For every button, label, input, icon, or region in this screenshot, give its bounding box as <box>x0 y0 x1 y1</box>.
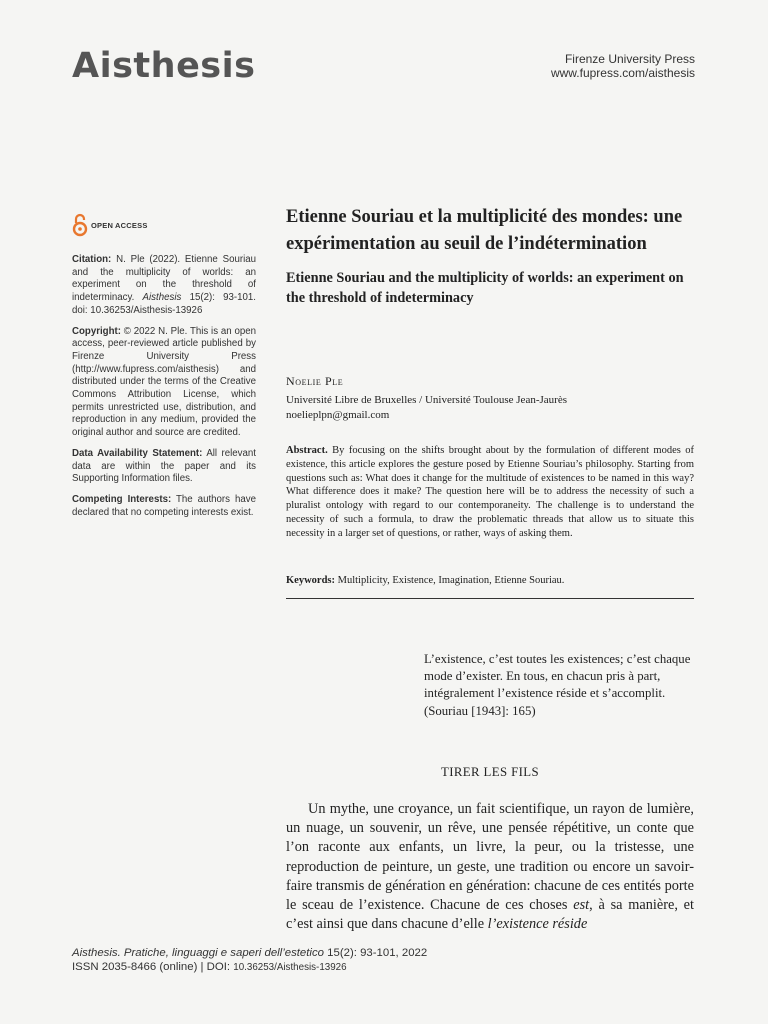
author-name: Noelie Ple <box>286 374 344 388</box>
footer-journal-name: Aisthesis. Pratiche, linguaggi e saperi dell’estetico <box>72 947 324 959</box>
section-heading: TIRER LES FILS <box>440 765 540 779</box>
keywords <box>286 575 694 586</box>
article-title-french: Etienne Souriau et la multiplicité des mondes: une expérimentation au seuil de l’indétermination <box>286 207 683 254</box>
copyright-block <box>72 326 256 440</box>
open-access-badge <box>72 213 148 237</box>
article-header <box>286 204 695 586</box>
keywords-text: Multiplicity, Existence, Imagination, Etienne Souriau. <box>337 575 565 586</box>
author-email[interactable]: noelieplpn@gmail.com <box>286 409 390 421</box>
epigraph-source: (Souriau [1943]: 165) <box>424 703 536 718</box>
epigraph <box>424 651 704 720</box>
data-availability-label: Data Availability Statement: <box>72 447 203 459</box>
body-emphasis-est: est <box>573 897 590 914</box>
affiliation-text: Université Libre de Bruxelles / Université Toulouse Jean-Jaurès <box>286 394 567 406</box>
abstract-label: Abstract. <box>286 445 328 456</box>
citation-ref[interactable]: 15(2): 93-101. doi: 10.36253/Aisthesis-13926 <box>72 292 256 316</box>
publisher-name: Firenze University Press <box>564 52 695 66</box>
competing-interests-block <box>72 494 256 519</box>
footer-issue: 15(2): 93-101, 2022 <box>327 947 428 959</box>
body-paragraph <box>286 800 694 934</box>
abstract-text: By focusing on the shifts brought about by the formulation of different modes of existence, this article explores the gesture posed by Etienne Souriau’s philosophy. Starting from questions such as: What does it change for the multitude of existences to be named in this way? What difference does it make? The question here will be to address the necessity of such a pluralist ontology with regard to our contemporaneity. The challenge is to understand the necessity of such a formula, to draw the problematic threads that allow us to situate this necessity in a larger set of questions, or rather, ways of asking them. <box>286 445 695 539</box>
abstract <box>286 444 694 541</box>
body-text-part2: , à sa manière, et c’est ainsi que dans chacune d’elle <box>286 897 694 933</box>
keywords-label: Keywords: <box>286 575 335 586</box>
article-title-english: Etienne Souriau and the multiplicity of worlds: an experiment on the threshold of indeterminacy <box>286 270 684 306</box>
section-divider <box>286 598 694 599</box>
citation-block <box>72 254 256 318</box>
citation-text: N. Ple (2022). Etienne Souriau and the multiplicity of worlds: an experiment on the threshold of indeterminacy. <box>72 254 256 304</box>
citation-journal: Aisthesis <box>142 292 182 304</box>
article-info-sidebar <box>72 254 256 527</box>
copyright-text: © 2022 N. Ple. This is an open access, peer-reviewed article published by Firenze University Press (http://www.fupress.com/aisthesis) and distributed under the terms of the Creative Commons Attribution License, which permits unrestricted use, distribution, and reproduction in any medium, provided the original author and source are credited. <box>72 325 257 439</box>
footer-issn-line <box>72 960 427 975</box>
data-availability-text: All relevant data are within the paper and its Supporting Information files. <box>72 447 256 485</box>
publisher-url[interactable]: www.fupress.com/aisthesis <box>550 66 695 80</box>
page-footer <box>72 946 427 975</box>
publisher-info <box>551 52 695 80</box>
citation-label: Citation: <box>72 254 112 265</box>
body-text-part1: Un mythe, une croyance, un fait scientifique, un rayon de lumière, un nuage, un souvenir, un rêve, une pensée répétitive, un conte que l’on raconte aux enfants, un livre, la peur, ou la tristesse, une reproduction de peinture, un geste, une tradition ou encore un savoir-faire transmis de génération en génération: chacune de ces entités porte le sceau de l’existence. Chacune de ces choses <box>286 801 694 914</box>
footer-issn: ISSN 2035-8466 (online) | DOI: <box>72 961 231 973</box>
footer-journal-line <box>72 946 427 960</box>
body-emphasis-existence: l’existence réside <box>487 916 588 933</box>
open-access-lock-icon <box>72 213 88 237</box>
competing-interests-label: Competing Interests: <box>72 493 172 505</box>
author-affiliation <box>286 393 694 423</box>
data-availability-block <box>72 448 256 486</box>
copyright-label: Copyright: <box>72 325 121 337</box>
competing-interests-text: The authors have declared that no competing interests exist. <box>72 493 256 518</box>
open-access-label: OPEN ACCESS <box>91 220 148 230</box>
epigraph-text: L’existence, c’est toutes les existences; c’est chaque mode d’exister. En tous, en chacun pris à part, intégralement l’existence réside et s’accomplit. <box>424 652 691 701</box>
journal-title: Aisthesis <box>72 46 256 86</box>
footer-doi[interactable]: 10.36253/Aisthesis-13926 <box>233 962 347 973</box>
